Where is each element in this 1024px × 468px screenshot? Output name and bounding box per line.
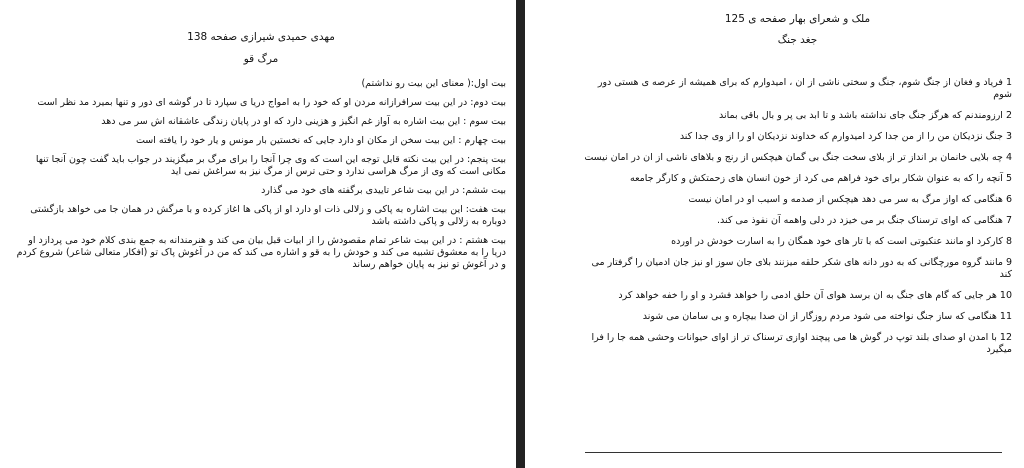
right-page-header: ملک و شعرای بهار صفحه ی 125 [724, 13, 871, 25]
right-entry: 7 هنگامی که اوای ترسناک جنگ بر می خیزد در دلی واهمه آن نفوذ می کند. [716, 215, 1012, 226]
left-entry: بیت ششم: در این بیت شاعر تاییدی برگفته های خود می گذارد [261, 185, 506, 196]
left-entry: بیت چهارم : این بیت سخن از مکان او دارد جایی که نخستین بار مونس و یار خود را یافته است [135, 135, 506, 146]
right-entry: 9 مانند گروه مورچگانی که به دور دانه های شکر حلقه میزنند بلای جان سوز او نیز جان ادمیان را گرفتار می کند [591, 257, 1012, 280]
right-entry: 12 با امدن او صدای بلند توپ در گوش ها می پیچند اوازی ترسناک تر از اوای حیوانات وحشی همه جا را فرا میگیرد [591, 332, 1012, 355]
left-page-header: مهدی حمیدی شیرازی صفحه 138 [187, 31, 335, 43]
right-entry: 6 هنگامی که اواز مرگ به سر می دهد هیچکس از صدمه و اسیب او در امان نیست [688, 194, 1012, 205]
right-entry: 8 کارکرد او مانند عنکبوتی است که با تار های خود همگان را به اسارت خودش در اورده [671, 236, 1012, 247]
left-entry: بیت هفت: این بیت اشاره به پاکی و زلالی ذات او دارد او از پاکی ها اغاز کرده و با مرگش در همان جا می خواهد بازگشتی دوباره به زلالی و پاکی داشته باشد [30, 204, 506, 227]
right-entry: 4 چه بلایی خانمان بر انداز تر از بلای سخت جنگ بی گمان هیچکس از رنج و بلاهای ناشی از ان در امان نیست [584, 152, 1012, 163]
left-page-entries [16, 78, 506, 271]
left-entry: بیت هشتم : در این بیت شاعر تمام مقصودش را از ابیات قبل بیان می کند و هنرمندانه به جمع بندی کلام خود می پردازد او دریا را به معشوق تشبیه می کند و خودش را به قو و اشاره می کند که من در آغوش پاک تو (افکار متعالی شاعر) شروع کردم و در آغوش تو نیز به پایان خواهم رساند [16, 235, 506, 270]
right-entry: 11 هنگامی که ساز جنگ نواخته می شود مردم روزگار از ان صدا بیچاره و بی سامان می شوند [642, 311, 1012, 322]
left-entry: بیت پنجم: در این بیت نکته قابل توجه این است که وی چرا آنجا را برای مرگ بر میگزیند در جواب باید گفت چون آنجا تنها مکانی است که وی از مرگ هراسی ندارد و حتی ترس از مرگ نیز به سراغش نمی اید [35, 154, 506, 177]
footer-rule [585, 452, 1002, 453]
right-entry: 5 آنچه را که به عنوان شکار برای خود فراهم می کرد از خون انسان های زحمتکش و کارگر جامعه [629, 173, 1012, 184]
page-divider [516, 0, 525, 468]
right-entry: 3 جنگ نزدیکان من را از من جدا کرد امیدوارم که خداوند نزدیکان او را از وی جدا کند [679, 131, 1012, 142]
left-page-subtitle: مرگ قو [243, 53, 279, 65]
right-page-entries [583, 77, 1012, 356]
right-entry: 2 ارزومندنم که هرگز جنگ جای نداشته باشد و تا ابد بی پر و بال باقی بماند [719, 110, 1012, 121]
right-page-subtitle: جغد جنگ [777, 34, 818, 46]
right-entry: 10 هر جایی که گام های جنگ به ان برسد هوای آن حلق ادمی را خواهد فشرد و او را خفه خواهد کرد [618, 290, 1012, 301]
right-page [525, 0, 1024, 468]
left-entry: بیت دوم: در این بیت سرافرازانه مردن او که خود را به امواج دریا ی سپارد تا در گوشه ای دور و تنها بمیرد مد نظر است [37, 97, 506, 108]
left-entry: بیت سوم : این بیت اشاره به آواز غم انگیز و هزینی دارد که او در پایان زندگی عاشقانه اش سر می دهد [101, 116, 506, 127]
right-entry: 1 فریاد و فغان از جنگ شوم، جنگ و سختی ناشی از ان ، امیدوارم که برای همیشه از عرصه ی هستی دور شوم [597, 77, 1012, 100]
left-entry: بیت اول:( معنای این بیت رو نداشتم) [361, 78, 506, 89]
